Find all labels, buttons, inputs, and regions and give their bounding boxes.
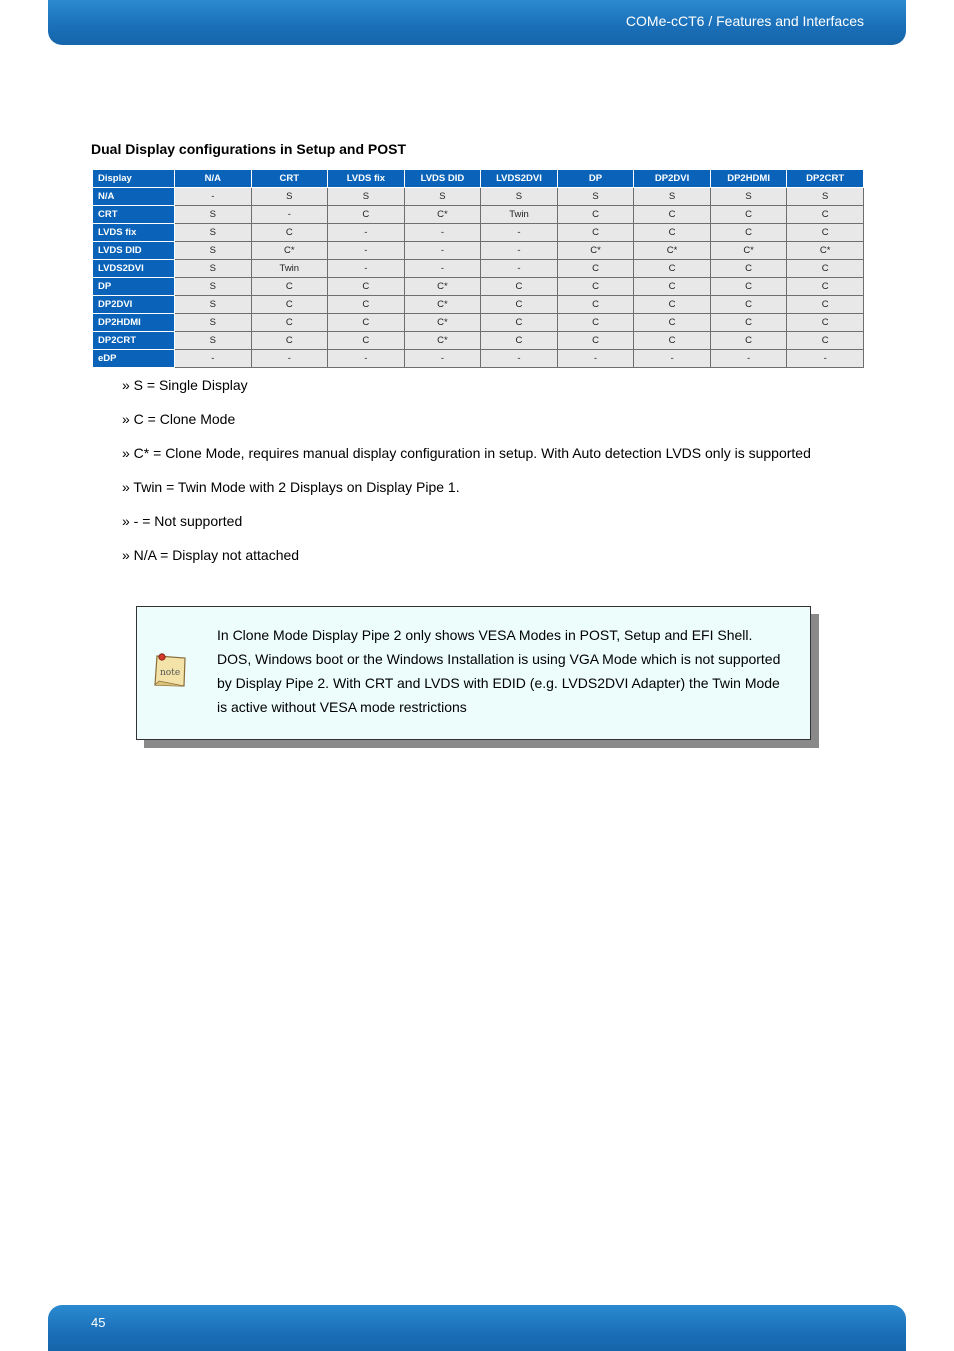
- table-cell: S: [481, 188, 558, 206]
- column-header: DP: [557, 170, 634, 188]
- legend-list: [122, 374, 811, 578]
- column-header: DP2HDMI: [710, 170, 787, 188]
- note-text: In Clone Mode Display Pipe 2 only shows VESA Modes in POST, Setup and EFI Shell. DOS, Windows boot or the Windows Installation is using VGA Mode which is not supported by Display Pipe 2. With CRT and LVDS with EDID (e.g. LVDS2DVI Adapter) the Twin Mode is active without VESA mode restrictions: [217, 627, 781, 715]
- table-cell: -: [634, 350, 711, 368]
- table-header-row: [93, 170, 864, 188]
- table-cell: C: [710, 278, 787, 296]
- table-cell: C*: [634, 242, 711, 260]
- table-cell: C: [787, 206, 864, 224]
- table-cell: C: [481, 278, 558, 296]
- table-cell: C: [557, 332, 634, 350]
- table-cell: C: [557, 278, 634, 296]
- table-row: [93, 206, 864, 224]
- table-cell: C: [710, 332, 787, 350]
- table-cell: C: [251, 224, 328, 242]
- table-cell: C: [481, 332, 558, 350]
- table-cell: C: [787, 224, 864, 242]
- table-cell: S: [787, 188, 864, 206]
- table-cell: -: [404, 242, 481, 260]
- legend-item: » - = Not supported: [122, 513, 243, 529]
- note-icon: [151, 650, 189, 690]
- note-box: [136, 606, 811, 740]
- column-header: DP2CRT: [787, 170, 864, 188]
- column-header: Display: [93, 170, 175, 188]
- table-cell: C: [251, 278, 328, 296]
- column-header: DP2DVI: [634, 170, 711, 188]
- table-cell: S: [175, 242, 252, 260]
- table-cell: -: [710, 350, 787, 368]
- table-row: [93, 296, 864, 314]
- table-body: [93, 188, 864, 368]
- table-cell: C: [710, 224, 787, 242]
- legend-item: » C = Clone Mode: [122, 411, 236, 427]
- table-cell: C: [328, 296, 405, 314]
- column-header: LVDS DID: [404, 170, 481, 188]
- table-cell: -: [251, 206, 328, 224]
- table-cell: S: [404, 188, 481, 206]
- table-cell: -: [481, 242, 558, 260]
- table-row: [93, 188, 864, 206]
- table-cell: S: [175, 206, 252, 224]
- column-header: N/A: [175, 170, 252, 188]
- row-header: DP2DVI: [93, 296, 175, 314]
- table-cell: C*: [710, 242, 787, 260]
- table-cell: -: [404, 224, 481, 242]
- table-cell: C: [634, 332, 711, 350]
- table-row: [93, 260, 864, 278]
- table-cell: -: [175, 350, 252, 368]
- table-cell: Twin: [481, 206, 558, 224]
- table-cell: S: [175, 260, 252, 278]
- table-cell: S: [175, 224, 252, 242]
- row-header: DP2HDMI: [93, 314, 175, 332]
- table-cell: -: [481, 350, 558, 368]
- table-cell: S: [175, 296, 252, 314]
- table-cell: C: [710, 314, 787, 332]
- table-cell: -: [481, 224, 558, 242]
- table-cell: C*: [557, 242, 634, 260]
- table-cell: C: [328, 314, 405, 332]
- legend-item: » N/A = Display not attached: [122, 547, 300, 563]
- note-icon-label: note: [160, 668, 181, 678]
- table-cell: C: [710, 296, 787, 314]
- table-cell: C: [328, 332, 405, 350]
- table-cell: C*: [404, 296, 481, 314]
- table-cell: -: [251, 350, 328, 368]
- header-title: COMe-cCT6 / Features and Interfaces: [625, 13, 864, 29]
- table-row: [93, 350, 864, 368]
- row-header: DP: [93, 278, 175, 296]
- table-row: [93, 242, 864, 260]
- display-config-table: [92, 169, 864, 368]
- table-cell: -: [175, 188, 252, 206]
- page-number: 45: [91, 1315, 106, 1330]
- table-cell: S: [251, 188, 328, 206]
- table-cell: -: [328, 260, 405, 278]
- legend-item: » C* = Clone Mode, requires manual display configuration in setup. With Auto detection LVDS only is supported: [122, 445, 811, 461]
- table-row: [93, 332, 864, 350]
- table-cell: S: [328, 188, 405, 206]
- row-header: LVDS2DVI: [93, 260, 175, 278]
- table-row: [93, 278, 864, 296]
- table-cell: C*: [404, 206, 481, 224]
- table-cell: S: [710, 188, 787, 206]
- table-cell: C: [557, 314, 634, 332]
- row-header: eDP: [93, 350, 175, 368]
- table-cell: S: [634, 188, 711, 206]
- table-cell: C: [634, 260, 711, 278]
- column-header: LVDS fix: [328, 170, 405, 188]
- table-cell: C: [251, 332, 328, 350]
- table-cell: -: [557, 350, 634, 368]
- table-cell: C: [634, 278, 711, 296]
- table-cell: C: [481, 296, 558, 314]
- table-cell: C: [787, 296, 864, 314]
- table-cell: Twin: [251, 260, 328, 278]
- table-cell: -: [787, 350, 864, 368]
- table-cell: -: [328, 224, 405, 242]
- table-cell: C*: [404, 314, 481, 332]
- row-header: N/A: [93, 188, 175, 206]
- legend-item: » S = Single Display: [122, 377, 248, 393]
- legend-item: » Twin = Twin Mode with 2 Displays on Display Pipe 1.: [122, 479, 460, 495]
- table-cell: C*: [251, 242, 328, 260]
- column-header: LVDS2DVI: [481, 170, 558, 188]
- table-cell: C*: [404, 278, 481, 296]
- table-cell: C: [328, 206, 405, 224]
- row-header: LVDS DID: [93, 242, 175, 260]
- table-cell: C: [557, 296, 634, 314]
- table-cell: -: [481, 260, 558, 278]
- table-cell: C: [787, 260, 864, 278]
- table-cell: -: [404, 260, 481, 278]
- table-cell: C: [634, 314, 711, 332]
- table-cell: C: [787, 278, 864, 296]
- table-row: [93, 224, 864, 242]
- table-cell: C: [557, 260, 634, 278]
- table-cell: C: [557, 224, 634, 242]
- table-cell: C: [251, 296, 328, 314]
- table-cell: S: [175, 332, 252, 350]
- footer-bar: [48, 1305, 906, 1351]
- table-cell: C: [787, 332, 864, 350]
- table-cell: C: [251, 314, 328, 332]
- header-bar: [48, 0, 906, 45]
- table-cell: C: [634, 206, 711, 224]
- section-heading: Dual Display configurations in Setup and POST: [91, 141, 407, 157]
- table-cell: C: [710, 260, 787, 278]
- column-header: CRT: [251, 170, 328, 188]
- table-cell: C: [557, 206, 634, 224]
- table-cell: -: [404, 350, 481, 368]
- table-cell: -: [328, 242, 405, 260]
- row-header: LVDS fix: [93, 224, 175, 242]
- table-cell: C: [634, 224, 711, 242]
- table-cell: C*: [404, 332, 481, 350]
- row-header: DP2CRT: [93, 332, 175, 350]
- table-cell: S: [557, 188, 634, 206]
- table-cell: C: [634, 296, 711, 314]
- table-cell: C*: [787, 242, 864, 260]
- table-cell: C: [328, 278, 405, 296]
- table-cell: C: [481, 314, 558, 332]
- row-header: CRT: [93, 206, 175, 224]
- table-cell: C: [710, 206, 787, 224]
- table-cell: S: [175, 278, 252, 296]
- table-cell: C: [787, 314, 864, 332]
- table-cell: S: [175, 314, 252, 332]
- table-row: [93, 314, 864, 332]
- table-cell: -: [328, 350, 405, 368]
